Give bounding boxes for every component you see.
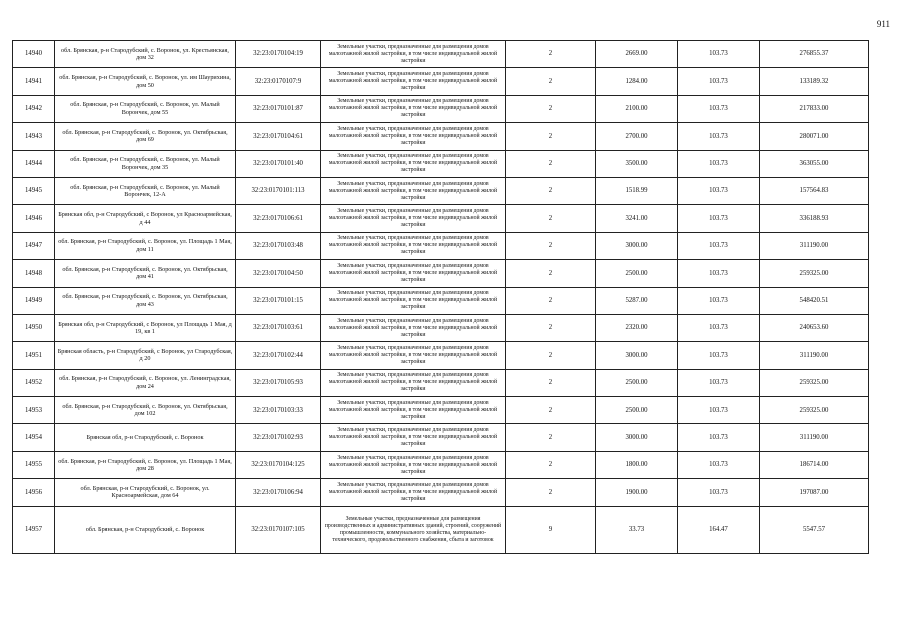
- cadastral-value-cell: 217833.00: [760, 95, 869, 122]
- row-number-cell: 14941: [13, 68, 55, 95]
- cadastral-value-cell: 276855.37: [760, 41, 869, 68]
- land-use-cell: Земельные участки, предназначенные для размещения домов малоэтажной жилой застройки, в том числе индивидуальной жилой застройки: [321, 369, 506, 396]
- specific-value-cell: 103.73: [678, 95, 760, 122]
- specific-value-cell: 164.47: [678, 506, 760, 553]
- area-cell: 2500.00: [596, 397, 678, 424]
- cadastral-value-cell: 311190.00: [760, 232, 869, 259]
- use-group-cell: 2: [506, 397, 596, 424]
- table-row: [13, 451, 869, 478]
- cadastral-value-cell: 259325.00: [760, 397, 869, 424]
- table-row: [13, 287, 869, 314]
- row-number-cell: 14947: [13, 232, 55, 259]
- table-row: [13, 205, 869, 232]
- cadastral-number-cell: 32:23:0170103:48: [236, 232, 321, 259]
- area-cell: 1518.99: [596, 177, 678, 204]
- cadastral-number-cell: 32:23:0170105:93: [236, 369, 321, 396]
- specific-value-cell: 103.73: [678, 205, 760, 232]
- cadastral-number-cell: 32:23:0170104:50: [236, 260, 321, 287]
- area-cell: 2320.00: [596, 314, 678, 341]
- address-cell: обл. Брянская, р-н Стародубский, с. Воронок, ул. Малый Ворончек, 12-А: [55, 177, 236, 204]
- table-row: [13, 506, 869, 553]
- cadastral-number-cell: 32:23:0170107:105: [236, 506, 321, 553]
- area-cell: 3000.00: [596, 342, 678, 369]
- cadastral-number-cell: 32:23:0170104:61: [236, 123, 321, 150]
- table-row: [13, 314, 869, 341]
- table-row: [13, 123, 869, 150]
- specific-value-cell: 103.73: [678, 397, 760, 424]
- cadastral-value-cell: 311190.00: [760, 342, 869, 369]
- row-number-cell: 14944: [13, 150, 55, 177]
- area-cell: 2669.00: [596, 41, 678, 68]
- use-group-cell: 2: [506, 479, 596, 506]
- row-number-cell: 14955: [13, 451, 55, 478]
- specific-value-cell: 103.73: [678, 232, 760, 259]
- cadastral-value-cell: 133189.32: [760, 68, 869, 95]
- table-row: [13, 479, 869, 506]
- specific-value-cell: 103.73: [678, 479, 760, 506]
- specific-value-cell: 103.73: [678, 177, 760, 204]
- cadastral-number-cell: 32:23:0170104:125: [236, 451, 321, 478]
- row-number-cell: 14957: [13, 506, 55, 553]
- use-group-cell: 2: [506, 369, 596, 396]
- address-cell: обл. Брянская, р-н Стародубский, с. Воронок, ул. Октябрьская, дом 43: [55, 287, 236, 314]
- use-group-cell: 2: [506, 41, 596, 68]
- use-group-cell: 2: [506, 205, 596, 232]
- row-number-cell: 14954: [13, 424, 55, 451]
- cadastral-value-cell: 259325.00: [760, 369, 869, 396]
- use-group-cell: 9: [506, 506, 596, 553]
- specific-value-cell: 103.73: [678, 150, 760, 177]
- specific-value-cell: 103.73: [678, 451, 760, 478]
- land-use-cell: Земельные участки, предназначенные для размещения домов малоэтажной жилой застройки, в том числе индивидуальной жилой застройки: [321, 287, 506, 314]
- area-cell: 1284.00: [596, 68, 678, 95]
- table-row: [13, 177, 869, 204]
- table-row: [13, 68, 869, 95]
- land-use-cell: Земельные участки, предназначенные для размещения домов малоэтажной жилой застройки, в том числе индивидуальной жилой застройки: [321, 123, 506, 150]
- table-row: [13, 150, 869, 177]
- cadastral-value-cell: 336188.93: [760, 205, 869, 232]
- use-group-cell: 2: [506, 123, 596, 150]
- use-group-cell: 2: [506, 287, 596, 314]
- use-group-cell: 2: [506, 150, 596, 177]
- row-number-cell: 14946: [13, 205, 55, 232]
- area-cell: 2700.00: [596, 123, 678, 150]
- address-cell: обл. Брянская, р-н Стародубский, с. Воронок, ул. Октябрьская, дом 102: [55, 397, 236, 424]
- table-row: [13, 424, 869, 451]
- cadastral-number-cell: 32:23:0170101:40: [236, 150, 321, 177]
- address-cell: обл. Брянская, р-н Стародубский, с. Воронок, ул. Ленинградская, дом 24: [55, 369, 236, 396]
- row-number-cell: 14956: [13, 479, 55, 506]
- table-row: [13, 342, 869, 369]
- address-cell: обл. Брянская, р-н Стародубский, с. Воронок, ул. Октябрьская, дом 41: [55, 260, 236, 287]
- address-cell: обл. Брянская, р-н Стародубский, с. Воронок, ул. им Шаурихина, дом 50: [55, 68, 236, 95]
- cadastral-value-cell: 363055.00: [760, 150, 869, 177]
- cadastral-number-cell: 32:23:0170101:87: [236, 95, 321, 122]
- address-cell: Брянская обл, р-н Стародубский, с. Воронок: [55, 424, 236, 451]
- cadastral-number-cell: 32:23:0170106:94: [236, 479, 321, 506]
- cadastral-number-cell: 32:23:0170103:61: [236, 314, 321, 341]
- cadastral-number-cell: 32:23:0170107:9: [236, 68, 321, 95]
- cadastral-value-cell: 186714.00: [760, 451, 869, 478]
- cadastral-number-cell: 32:23:0170104:19: [236, 41, 321, 68]
- address-cell: обл. Брянская, р-н Стародубский, с. Воронок, ул. Октябрьская, дом 69: [55, 123, 236, 150]
- specific-value-cell: 103.73: [678, 68, 760, 95]
- land-use-cell: Земельные участки, предназначенные для размещения домов малоэтажной жилой застройки, в том числе индивидуальной жилой застройки: [321, 150, 506, 177]
- area-cell: 3500.00: [596, 150, 678, 177]
- row-number-cell: 14945: [13, 177, 55, 204]
- table-row: [13, 95, 869, 122]
- address-cell: обл. Брянская, р-н Стародубский, с. Воронок, ул. Площадь 1 Мая, дом 11: [55, 232, 236, 259]
- land-use-cell: Земельные участки, предназначенные для размещения производственных и административных зданий, строений, сооружений промышленности, коммунального хозяйства, материально-технического, продовольственного снабжения, сбыта и заготовок: [321, 506, 506, 553]
- area-cell: 3000.00: [596, 232, 678, 259]
- use-group-cell: 2: [506, 342, 596, 369]
- address-cell: обл. Брянская, р-н Стародубский, с. Воронок: [55, 506, 236, 553]
- area-cell: 1800.00: [596, 451, 678, 478]
- row-number-cell: 14940: [13, 41, 55, 68]
- land-use-cell: Земельные участки, предназначенные для размещения домов малоэтажной жилой застройки, в том числе индивидуальной жилой застройки: [321, 205, 506, 232]
- table-row: [13, 369, 869, 396]
- use-group-cell: 2: [506, 451, 596, 478]
- land-use-cell: Земельные участки, предназначенные для размещения домов малоэтажной жилой застройки, в том числе индивидуальной жилой застройки: [321, 232, 506, 259]
- table-row: [13, 260, 869, 287]
- specific-value-cell: 103.73: [678, 260, 760, 287]
- row-number-cell: 14951: [13, 342, 55, 369]
- cadastral-number-cell: 32:23:0170103:33: [236, 397, 321, 424]
- cadastral-number-cell: 32:23:0170102:44: [236, 342, 321, 369]
- use-group-cell: 2: [506, 424, 596, 451]
- specific-value-cell: 103.73: [678, 287, 760, 314]
- land-use-cell: Земельные участки, предназначенные для размещения домов малоэтажной жилой застройки, в том числе индивидуальной жилой застройки: [321, 260, 506, 287]
- address-cell: Брянская область, р-н Стародубский, с Воронок, ул Стародубская, д 20: [55, 342, 236, 369]
- cadastral-number-cell: 32:23:0170101:113: [236, 177, 321, 204]
- row-number-cell: 14942: [13, 95, 55, 122]
- specific-value-cell: 103.73: [678, 369, 760, 396]
- area-cell: 5287.00: [596, 287, 678, 314]
- use-group-cell: 2: [506, 260, 596, 287]
- land-use-cell: Земельные участки, предназначенные для размещения домов малоэтажной жилой застройки, в том числе индивидуальной жилой застройки: [321, 95, 506, 122]
- use-group-cell: 2: [506, 68, 596, 95]
- land-use-cell: Земельные участки, предназначенные для размещения домов малоэтажной жилой застройки, в том числе индивидуальной жилой застройки: [321, 479, 506, 506]
- area-cell: 3000.00: [596, 424, 678, 451]
- table-body: [13, 41, 869, 554]
- specific-value-cell: 103.73: [678, 123, 760, 150]
- row-number-cell: 14943: [13, 123, 55, 150]
- land-use-cell: Земельные участки, предназначенные для размещения домов малоэтажной жилой застройки, в том числе индивидуальной жилой застройки: [321, 314, 506, 341]
- table-row: [13, 397, 869, 424]
- use-group-cell: 2: [506, 314, 596, 341]
- cadastral-value-cell: 240653.60: [760, 314, 869, 341]
- land-use-cell: Земельные участки, предназначенные для размещения домов малоэтажной жилой застройки, в том числе индивидуальной жилой застройки: [321, 451, 506, 478]
- row-number-cell: 14948: [13, 260, 55, 287]
- specific-value-cell: 103.73: [678, 314, 760, 341]
- land-use-cell: Земельные участки, предназначенные для размещения домов малоэтажной жилой застройки, в том числе индивидуальной жилой застройки: [321, 177, 506, 204]
- address-cell: обл. Брянская, р-н Стародубский, с. Воронок, ул. Малый Ворончек, дом 35: [55, 150, 236, 177]
- cadastral-number-cell: 32:23:0170102:93: [236, 424, 321, 451]
- cadastral-value-cell: 259325.00: [760, 260, 869, 287]
- land-use-cell: Земельные участки, предназначенные для размещения домов малоэтажной жилой застройки, в том числе индивидуальной жилой застройки: [321, 342, 506, 369]
- cadastral-value-cell: 5547.57: [760, 506, 869, 553]
- row-number-cell: 14952: [13, 369, 55, 396]
- land-use-cell: Земельные участки, предназначенные для размещения домов малоэтажной жилой застройки, в том числе индивидуальной жилой застройки: [321, 397, 506, 424]
- cadastral-value-cell: 197087.00: [760, 479, 869, 506]
- row-number-cell: 14949: [13, 287, 55, 314]
- page-number: 911: [876, 19, 890, 29]
- area-cell: 2500.00: [596, 369, 678, 396]
- land-use-cell: Земельные участки, предназначенные для размещения домов малоэтажной жилой застройки, в том числе индивидуальной жилой застройки: [321, 41, 506, 68]
- address-cell: обл. Брянская, р-н Стародубский, с. Воронок, ул. Крестьянская, дом 32: [55, 41, 236, 68]
- use-group-cell: 2: [506, 177, 596, 204]
- address-cell: Брянская обл, р-н Стародубский, с Воронок, ул Красноармейская, д 44: [55, 205, 236, 232]
- address-cell: обл. Брянская, р-н Стародубский, с. Воронок, ул. Красноармейская, дом 64: [55, 479, 236, 506]
- row-number-cell: 14950: [13, 314, 55, 341]
- address-cell: Брянская обл, р-н Стародубский, с Воронок, ул Площадь 1 Мая, д 19, кв 1: [55, 314, 236, 341]
- area-cell: 2500.00: [596, 260, 678, 287]
- cadastral-number-cell: 32:23:0170106:61: [236, 205, 321, 232]
- specific-value-cell: 103.73: [678, 424, 760, 451]
- cadastral-value-cell: 311190.00: [760, 424, 869, 451]
- cadastral-value-cell: 157564.83: [760, 177, 869, 204]
- specific-value-cell: 103.73: [678, 342, 760, 369]
- address-cell: обл. Брянская, р-н Стародубский, с. Воронок, ул. Малый Ворончек, дом 55: [55, 95, 236, 122]
- area-cell: 33.73: [596, 506, 678, 553]
- table-row: [13, 41, 869, 68]
- row-number-cell: 14953: [13, 397, 55, 424]
- area-cell: 2100.00: [596, 95, 678, 122]
- cadastral-number-cell: 32:23:0170101:15: [236, 287, 321, 314]
- land-use-cell: Земельные участки, предназначенные для размещения домов малоэтажной жилой застройки, в том числе индивидуальной жилой застройки: [321, 424, 506, 451]
- land-use-cell: Земельные участки, предназначенные для размещения домов малоэтажной жилой застройки, в том числе индивидуальной жилой застройки: [321, 68, 506, 95]
- use-group-cell: 2: [506, 232, 596, 259]
- cadastral-value-table: [12, 40, 869, 554]
- table-row: [13, 232, 869, 259]
- address-cell: обл. Брянская, р-н Стародубский, с. Воронок, ул. Площадь 1 Мая, дом 28: [55, 451, 236, 478]
- area-cell: 3241.00: [596, 205, 678, 232]
- cadastral-value-cell: 548420.51: [760, 287, 869, 314]
- use-group-cell: 2: [506, 95, 596, 122]
- specific-value-cell: 103.73: [678, 41, 760, 68]
- cadastral-value-cell: 280071.00: [760, 123, 869, 150]
- area-cell: 1900.00: [596, 479, 678, 506]
